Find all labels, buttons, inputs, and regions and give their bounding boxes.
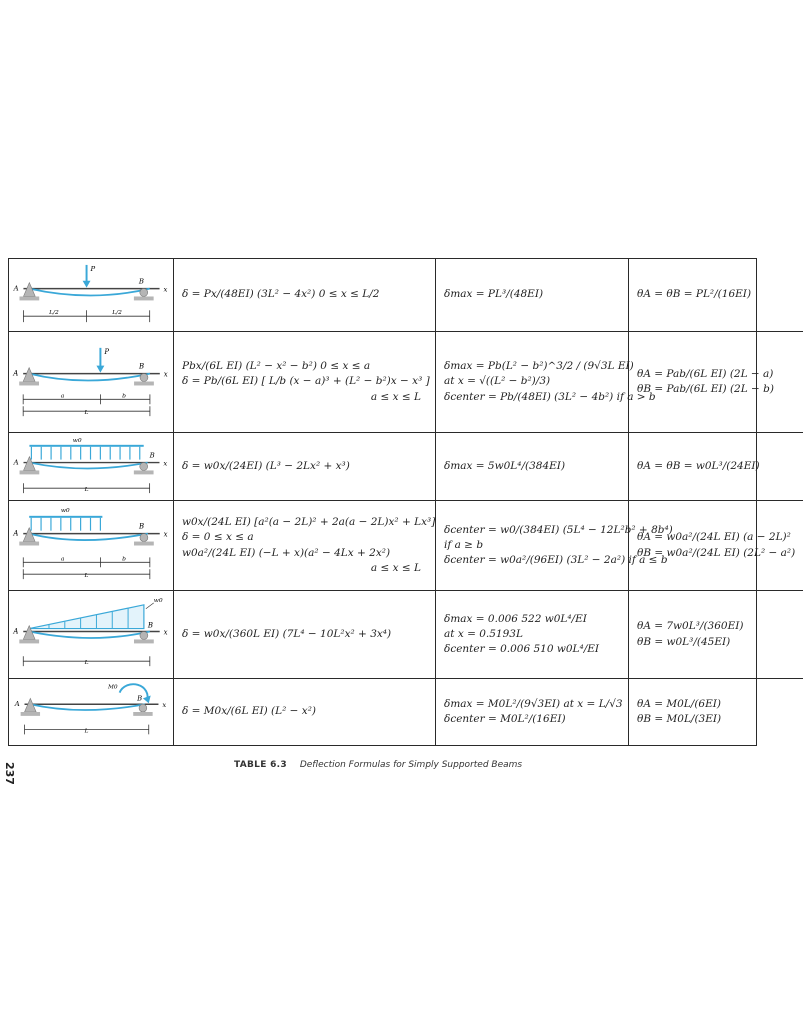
load-label: M0 xyxy=(107,684,118,691)
label-b: B xyxy=(138,522,145,531)
label-b: B xyxy=(137,694,143,703)
formula-line: θA = Pab/(6L EI) (2L − a) xyxy=(637,367,774,380)
formula-line: δ = w0x/(24EI) (L³ − 2Lx² + x³) xyxy=(182,459,350,472)
label-x: x xyxy=(163,370,168,379)
slope-formula xyxy=(629,433,803,501)
table-caption xyxy=(234,760,522,770)
formula-line: θA = M0L/(6EI) xyxy=(637,697,722,710)
formula-line: δcenter = w0a²/(96EI) (3L² − 2a²) if a ≤ b xyxy=(444,554,668,567)
load-label: w0 xyxy=(153,596,163,604)
deflection-formula xyxy=(174,259,436,332)
formula-line: θB = M0L/(3EI) xyxy=(637,713,722,725)
dim-label: L xyxy=(84,572,89,580)
label-a: A xyxy=(13,369,19,378)
max-deflection-formula xyxy=(436,501,673,591)
dim-label: L xyxy=(84,487,89,494)
slope-formula xyxy=(629,501,803,591)
formula-line: θB = w0a²/(24L EI) (2L² − a²) xyxy=(637,546,796,559)
label-a: A xyxy=(13,529,19,538)
formula-line: θA = θB = PL²/(16EI) xyxy=(637,288,752,301)
label-b: B xyxy=(147,621,153,630)
formula-line: θB = w0L³/(45EI) xyxy=(637,635,731,648)
label-a: A xyxy=(13,284,19,293)
label-a: A xyxy=(13,458,19,467)
label-b: B xyxy=(139,362,145,371)
formula-line: θA = w0a²/(24L EI) (a − 2L)² xyxy=(637,531,791,544)
dim-label: b xyxy=(122,555,126,563)
formula-line: θA = 7w0L³/(360EI) xyxy=(637,620,744,633)
formula-line: δcenter = w0/(384EI) (5L⁴ − 12L²b² + 8b⁴) xyxy=(444,523,673,536)
beam-diagram-end-moment xyxy=(9,679,174,745)
formula-line: δ = w0x/(360L EI) (7L⁴ − 10L²x² + 3x⁴) xyxy=(182,627,392,640)
beam-diagram-partial-uniform-load xyxy=(9,501,174,591)
formula-line: δmax = M0L²/(9√3EI) at x = L/√3 xyxy=(444,697,623,710)
formula-line: if a ≥ b xyxy=(444,538,484,551)
dim-label: L xyxy=(84,409,89,417)
dim-label: L xyxy=(84,728,89,735)
slope-formula xyxy=(629,332,803,433)
load-label: P xyxy=(90,264,96,273)
formula-line: θA = θB = w0L³/(24EI) xyxy=(637,459,760,472)
dim-label: b xyxy=(122,392,127,400)
beam-diagram-uniform-load xyxy=(9,433,174,501)
load-label: P xyxy=(104,347,110,356)
load-label: w0 xyxy=(60,506,70,514)
slope-formula xyxy=(629,259,803,332)
formula-line: δmax = 0.006 522 w0L⁴/EI xyxy=(444,612,587,625)
deflection-formula xyxy=(174,679,436,745)
deflection-formula xyxy=(174,433,436,501)
beam-diagram-triangular-load xyxy=(9,591,174,679)
dim-label: L/2 xyxy=(112,310,122,317)
label-x: x xyxy=(162,701,167,710)
label-b: B xyxy=(149,451,155,460)
formula-line: w0x/(24L EI) [a²(a − 2L)² + 2a(a − 2L)x² + Lx³] xyxy=(182,516,436,529)
max-deflection-formula xyxy=(436,433,629,501)
slope-formula xyxy=(629,679,803,745)
max-deflection-formula xyxy=(436,679,629,745)
dim-label: a xyxy=(60,392,65,400)
beam-diagram-midspan-point-load xyxy=(9,259,174,332)
load-label: w0 xyxy=(72,437,82,444)
table-label: TABLE 6.3 xyxy=(234,760,287,770)
formula-line: δmax = 5w0L⁴/(384EI) xyxy=(444,459,566,472)
label-x: x xyxy=(163,285,168,294)
max-deflection-formula xyxy=(436,332,656,433)
deflection-formula xyxy=(174,501,436,591)
table-title: Deflection Formulas for Simply Supported Beams xyxy=(299,760,523,770)
formula-line: δ = Pb/(6L EI) [ L/b (x − a)³ + (L² − b²)x − x³ ] xyxy=(182,375,430,388)
label-a: A xyxy=(13,627,19,636)
page-number: 237 xyxy=(3,762,16,785)
formula-line: δcenter = M0L²/(16EI) xyxy=(444,713,566,725)
label-b: B xyxy=(138,277,144,286)
slope-formula xyxy=(629,591,803,679)
formula-line: a ≤ x ≤ L xyxy=(370,390,421,403)
label-x: x xyxy=(163,459,168,468)
beam-diagram-offset-point-load xyxy=(9,332,174,433)
formula-line: a ≤ x ≤ L xyxy=(370,561,421,574)
deflection-formula xyxy=(174,332,436,433)
formula-line: w0a²/(24L EI) (−L + x)(a² − 4Lx + 2x²) xyxy=(182,546,391,559)
formula-line: at x = 0.5193L xyxy=(444,627,523,640)
dim-label: L/2 xyxy=(49,310,59,317)
label-x: x xyxy=(163,530,168,539)
label-x: x xyxy=(163,628,168,637)
formula-line: δcenter = Pb/(48EI) (3L² − 4b²) if a > b xyxy=(444,390,656,403)
formula-line: Pbx/(6L EI) (L² − x² − b²) 0 ≤ x ≤ a xyxy=(182,360,371,373)
label-a: A xyxy=(14,700,20,709)
formula-line: δmax = PL³/(48EI) xyxy=(444,288,544,301)
dim-label: a xyxy=(60,555,65,563)
formula-line: θB = Pab/(6L EI) (2L − b) xyxy=(637,383,774,395)
max-deflection-formula xyxy=(436,259,629,332)
deflection-formula xyxy=(174,591,436,679)
deflection-table xyxy=(8,258,796,746)
formula-line: at x = √((L² − b²)/3) xyxy=(444,375,551,388)
formula-line: δ = Px/(48EI) (3L² − 4x²) 0 ≤ x ≤ L/2 xyxy=(182,288,380,301)
max-deflection-formula xyxy=(436,591,629,679)
dim-label: L xyxy=(84,659,89,667)
formula-line: δ = 0 ≤ x ≤ a xyxy=(182,531,254,544)
formula-line: δcenter = 0.006 510 w0L⁴/EI xyxy=(444,643,600,656)
formula-line: δmax = Pb(L² − b²)^3/2 / (9√3L EI) xyxy=(444,360,634,373)
formula-line: δ = M0x/(6L EI) (L² − x²) xyxy=(182,705,316,718)
